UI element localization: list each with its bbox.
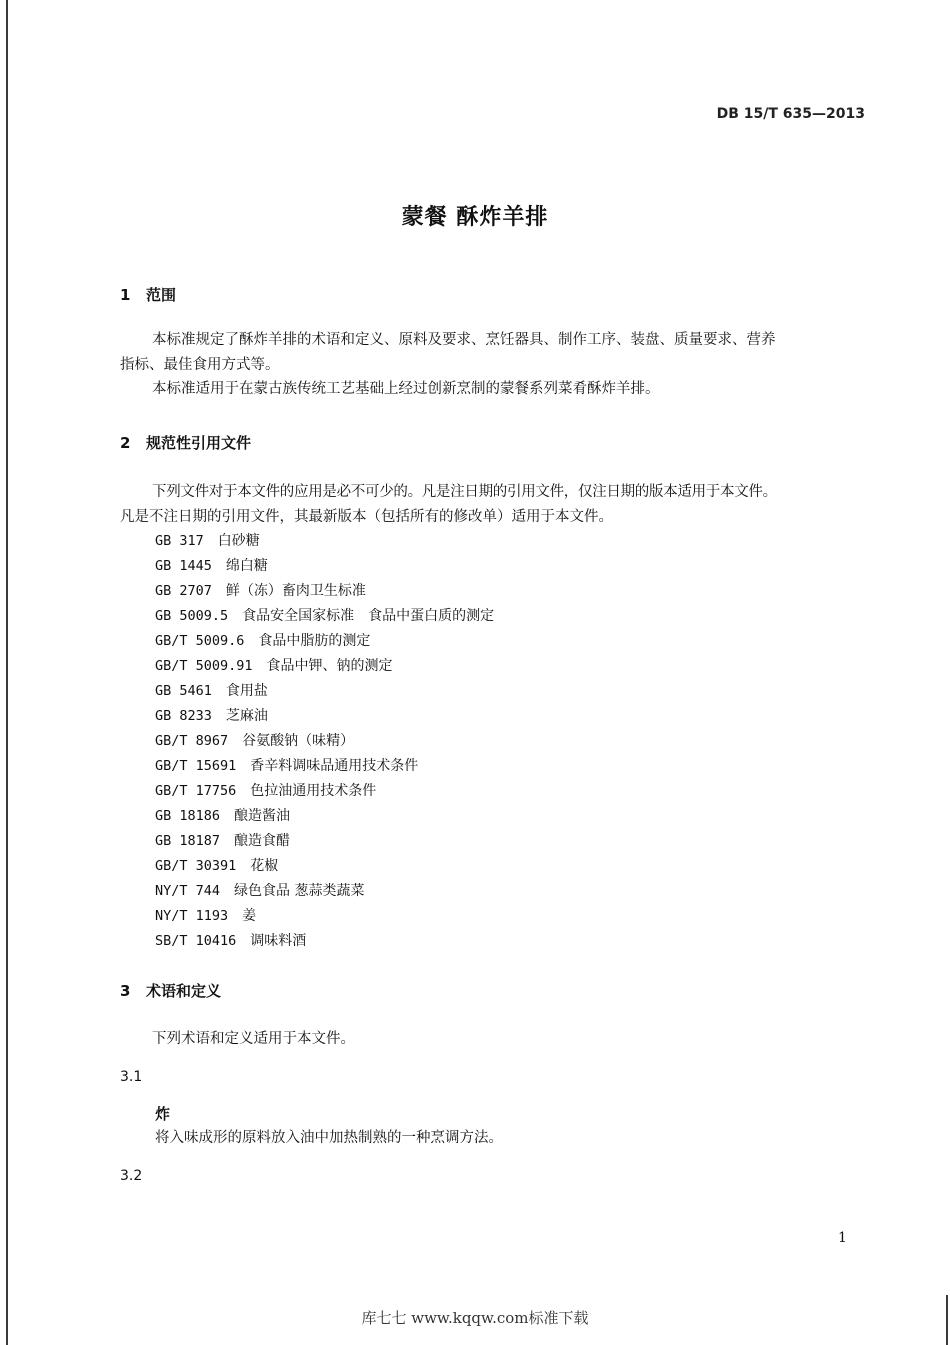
reference-item bbox=[155, 855, 278, 875]
reference-name: 鲜（冻）畜肉卫生标准 bbox=[225, 583, 366, 599]
reference-item bbox=[155, 530, 260, 550]
reference-name: 花椒 bbox=[250, 858, 279, 874]
reference-name: 芝麻油 bbox=[225, 708, 268, 724]
reference-name: 食品中脂肪的测定 bbox=[258, 633, 371, 649]
reference-code: GB 5009.5 bbox=[155, 608, 229, 624]
reference-name: 酿造食醋 bbox=[234, 833, 291, 849]
reference-item bbox=[155, 905, 256, 925]
reference-code: GB 18186 bbox=[155, 808, 221, 824]
term-3-1-definition: 将入味成形的原料放入油中加热制熟的一种烹调方法。 bbox=[155, 1130, 503, 1146]
reference-code: GB 8233 bbox=[155, 708, 212, 724]
reference-name: 香辛料调味品通用技术条件 bbox=[250, 758, 419, 774]
reference-item bbox=[155, 605, 494, 625]
section-2-intro-line2: 凡是不注日期的引用文件，其最新版本（包括所有的修改单）适用于本文件。 bbox=[120, 509, 613, 525]
document-title: 蒙餐 酥炸羊排 bbox=[401, 205, 549, 230]
reference-code: GB 1445 bbox=[155, 558, 212, 574]
reference-code: SB/T 10416 bbox=[155, 933, 237, 949]
reference-item bbox=[155, 780, 376, 800]
reference-item bbox=[155, 880, 364, 900]
section-3-intro: 下列术语和定义适用于本文件。 bbox=[152, 1031, 355, 1047]
reference-item bbox=[155, 630, 370, 650]
document-code: DB 15/T 635—2013 bbox=[716, 106, 865, 122]
reference-item bbox=[155, 755, 418, 775]
footer-watermark: 库七七 www.kqqw.com标准下载 bbox=[361, 1309, 589, 1327]
reference-item bbox=[155, 655, 393, 675]
page-number: 1 bbox=[838, 1230, 847, 1246]
reference-code: GB 317 bbox=[155, 533, 204, 549]
reference-name: 酿造酱油 bbox=[234, 808, 291, 824]
reference-item bbox=[155, 705, 268, 725]
reference-name: 食用盐 bbox=[225, 683, 268, 699]
reference-item bbox=[155, 555, 268, 575]
reference-code: GB/T 8967 bbox=[155, 733, 229, 749]
reference-name: 姜 bbox=[242, 908, 257, 924]
section-1-para1-line2: 指标、最佳食用方式等。 bbox=[120, 357, 280, 373]
reference-code: GB/T 17756 bbox=[155, 783, 237, 799]
reference-code: GB/T 5009.6 bbox=[155, 633, 245, 649]
reference-code: NY/T 744 bbox=[155, 883, 221, 899]
reference-name: 谷氨酸钠（味精） bbox=[242, 733, 355, 749]
section-3-title: 术语和定义 bbox=[146, 982, 222, 1000]
reference-code: GB/T 30391 bbox=[155, 858, 237, 874]
reference-name: 食品中钾、钠的测定 bbox=[266, 658, 393, 674]
reference-name: 食品安全国家标准 食品中蛋白质的测定 bbox=[242, 608, 495, 624]
reference-name: 白砂糖 bbox=[217, 533, 260, 549]
reference-name: 调味料酒 bbox=[250, 933, 307, 949]
reference-code: NY/T 1193 bbox=[155, 908, 229, 924]
reference-item bbox=[155, 830, 290, 850]
section-1-number: 1 bbox=[120, 286, 131, 304]
subsection-3-1-number: 3.1 bbox=[120, 1069, 143, 1085]
section-1-title: 范围 bbox=[146, 286, 177, 304]
reference-item bbox=[155, 930, 306, 950]
reference-name: 绵白糖 bbox=[225, 558, 268, 574]
section-2-title: 规范性引用文件 bbox=[146, 434, 252, 452]
section-2-intro-line1: 下列文件对于本文件的应用是必不可少的。凡是注日期的引用文件，仅注日期的版本适用于本文件。 bbox=[152, 484, 777, 500]
reference-code: GB 2707 bbox=[155, 583, 212, 599]
reference-item bbox=[155, 805, 290, 825]
reference-name: 绿色食品 葱蒜类蔬菜 bbox=[234, 883, 365, 899]
reference-item bbox=[155, 730, 354, 750]
section-2-heading bbox=[120, 432, 251, 453]
section-1-heading bbox=[120, 284, 176, 305]
section-1-para1-line1: 本标准规定了酥炸羊排的术语和定义、原料及要求、烹饪器具、制作工序、装盘、质量要求、营养 bbox=[152, 332, 776, 348]
term-3-1: 炸 bbox=[155, 1105, 171, 1123]
subsection-3-2-number: 3.2 bbox=[120, 1168, 143, 1184]
section-3-heading bbox=[120, 980, 221, 1001]
reference-code: GB/T 5009.91 bbox=[155, 658, 253, 674]
section-2-number: 2 bbox=[120, 434, 131, 452]
reference-item bbox=[155, 580, 366, 600]
reference-item bbox=[155, 680, 268, 700]
reference-code: GB/T 15691 bbox=[155, 758, 237, 774]
reference-code: GB 18187 bbox=[155, 833, 221, 849]
reference-code: GB 5461 bbox=[155, 683, 212, 699]
section-3-number: 3 bbox=[120, 982, 131, 1000]
section-1-para2: 本标准适用于在蒙古族传统工艺基础上经过创新烹制的蒙餐系列菜肴酥炸羊排。 bbox=[152, 381, 660, 397]
reference-name: 色拉油通用技术条件 bbox=[250, 783, 377, 799]
